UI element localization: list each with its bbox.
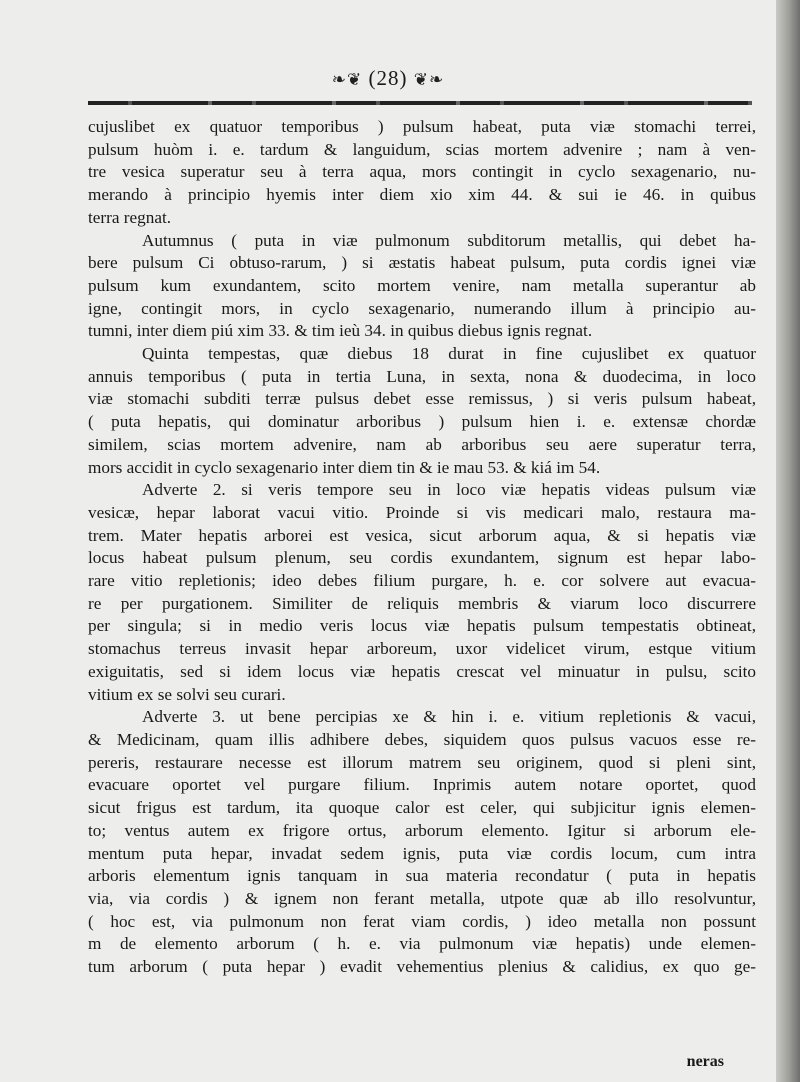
text-line: similem, scias mortem advenire, nam ab arboribus seu aere superatur terra, [88, 434, 756, 454]
text-line: tumni, inter diem piú xim 33. & tim ieù 34. in quibus diebus ignis regnat. [88, 321, 593, 341]
text-line: ( hoc est, via pulmonum non ferat viam cordis, ) ideo metalla non possunt [88, 911, 756, 931]
text-line: tum arborum ( puta hepar ) evadit vehementius plenius & calidius, ex quo ge- [88, 957, 756, 977]
text-line: rare vitio repletionis; ideo debes filium purgare, h. e. cor solvere aut evacua- [88, 571, 756, 591]
text-line: per singula; si in medio veris locus viæ hepatis pulsum tempestatis obtineat, [88, 616, 756, 636]
text-line: exiguitatis, sed si idem locus viæ hepatis crescat vel minuatur in pulsu, scito [88, 661, 756, 681]
text-line: vesicæ, hepar laborat vacui vitio. Proinde si vis medicari malo, restaura ma- [88, 502, 756, 522]
right-ornament-icon: ❦❧ [413, 70, 445, 89]
text-line: trem. Mater hepatis arborei est vesica, sicut arborum aqua, & si hepatis viæ [88, 525, 756, 545]
text-line: & Medicinam, quam illis adhibere debes, siquidem quos pulsus vacuos esse re- [88, 729, 756, 749]
text-line: mors accidit in cyclo sexagenario inter diem tin & ie mau 53. & kiá im 54. [88, 457, 601, 477]
text-line: Adverte 3. ut bene percipias xe & hin i. e. vitium repletionis & vacui, [142, 707, 756, 727]
text-line: sicut frigus est tardum, ita quoque calor est celer, qui subjicitur ignis elemen- [88, 798, 756, 818]
page-number: (28) [368, 66, 408, 90]
text-line: arboris elementum ignis tanquam in sua materia recondatur ( puta in hepatis [88, 866, 756, 886]
text-line: merando à principio hyemis inter diem xio xim 44. & sui ie 46. in quibus [88, 185, 756, 205]
text-line: Autumnus ( puta in viæ pulmonum subditorum metallis, qui debet ha- [142, 230, 756, 250]
text-line: mentum puta hepar, invadat sedem ignis, puta viæ cordis locum, cum intra [88, 843, 756, 863]
text-line: to; ventus autem ex frigore ortus, arborum elemento. Igitur si arborum ele- [88, 820, 756, 840]
text-line: viæ stomachi subditi terræ pulsus debet esse remissus, ) si veris pulsum habeat, [88, 389, 756, 409]
text-line: annuis temporibus ( puta in tertia Luna, in sexta, nona & duodecima, in loco [88, 366, 756, 386]
text-line: cujuslibet ex quatuor temporibus ) pulsum habeat, puta viæ stomachi terrei, [88, 117, 756, 136]
text-line: terra regnat. [88, 207, 172, 227]
text-line: bere pulsum Ci obtuso-rarum, ) si æstatis habeat pulsum, puta cordis ignei viæ [88, 253, 756, 273]
text-line: locus habeat pulsum plenum, seu cordis exundantem, signum est hepar labo- [88, 548, 756, 568]
text-line: stomachus terreus invasit hepar arboreum, uxor videlicet virum, estque vitium [88, 639, 756, 659]
text-line: pulsum huòm i. e. tardum & languidum, scias mortem advenire ; nam à ven- [88, 139, 756, 159]
left-ornament-icon: ❧❦ [331, 70, 363, 89]
text-line: tre vesica superatur seu à terra aqua, mors contingit in cyclo sexagenario, nu- [88, 162, 756, 182]
text-line: igne, contingit mors, in cyclo sexagenario, numerando illum à principio au- [88, 298, 756, 318]
body-text [88, 116, 756, 979]
text-line: Adverte 2. si veris tempore seu in loco viæ hepatis videas pulsum viæ [142, 480, 756, 500]
text-line: pereris, restaurare necesse est illorum matrem seu originem, quod si pleni sint, [88, 752, 756, 772]
text-line: re per purgationem. Similiter de reliquis membris & viarum loco discurrere [88, 593, 756, 613]
text-line: vitium ex se solvi seu curari. [88, 684, 286, 704]
text-line: pulsum kum exundantem, scito mortem venire, nam metalla superantur ab [88, 275, 756, 295]
text-line: m de elemento arborum ( h. e. via pulmonum viæ hepatis) unde elemen- [88, 934, 756, 954]
text-line: evacuare oportet vel purgare filium. Inprimis autem notare oportet, quod [88, 775, 756, 795]
page-header [0, 66, 776, 91]
text-line: ( puta hepatis, qui dominatur arboribus ) pulsum hien i. e. extensæ chordæ [88, 412, 756, 432]
catchword: neras [686, 1053, 724, 1070]
page-edge [776, 0, 800, 1082]
header-rule [88, 101, 752, 105]
text-line: via, via cordis ) & ignem non ferant metalla, utpote quæ ab illo resolvuntur, [88, 888, 756, 908]
text-line: Quinta tempestas, quæ diebus 18 durat in fine cujuslibet ex quatuor [142, 344, 756, 364]
